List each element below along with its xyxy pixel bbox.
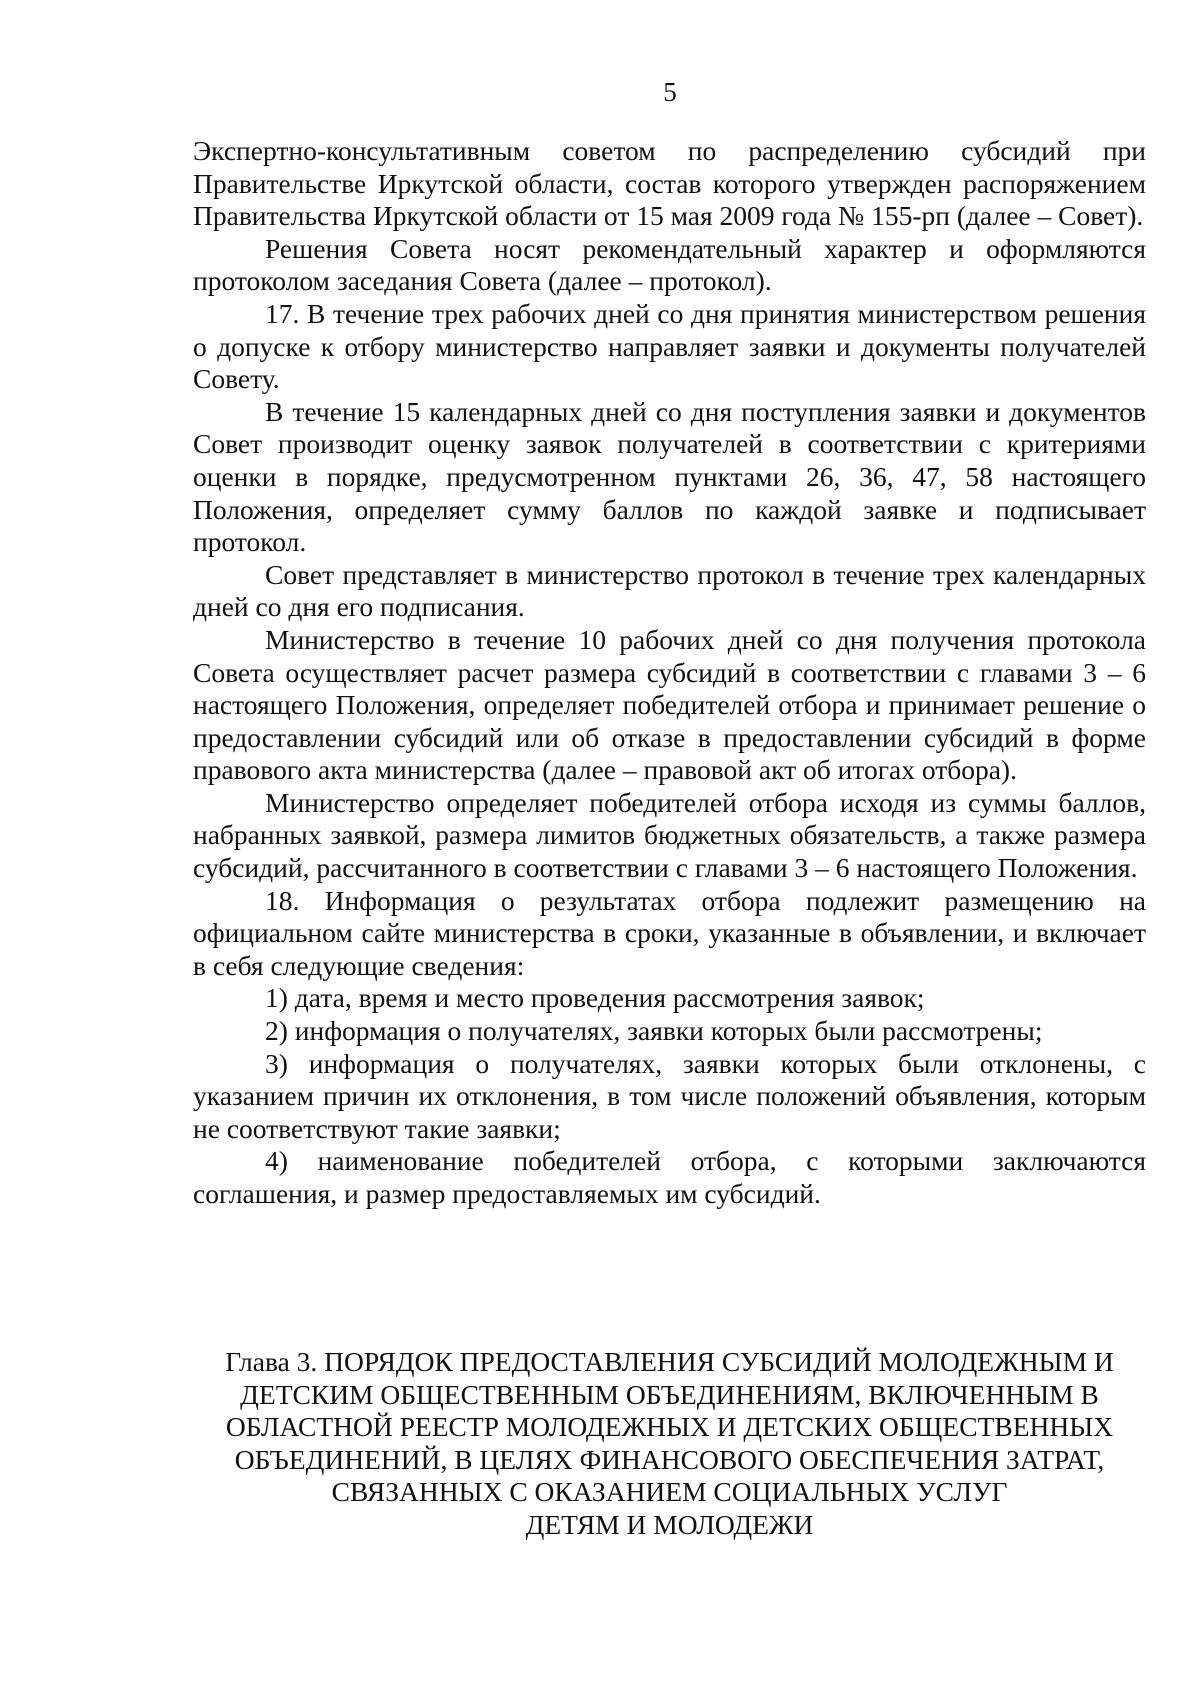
paragraph: Совет представляет в министерство протокол в течение трех календарных дней со дня его подписания.	[193, 558, 1146, 623]
paragraph-continuation: Экспертно-консультативным советом по распределению субсидий при Правительстве Иркутской области, состав которого утвержден распоряжением Правительства Иркутской области от 15 мая 2009 года № 155-рп (далее – Совет).	[193, 135, 1146, 232]
list-item: 4) наименование победителей отбора, с которыми заключаются соглашения, и размер предоставляемых им субсидий.	[193, 1145, 1146, 1209]
paragraph: Министерство в течение 10 рабочих дней со дня получения протокола Совета осуществляет расчет размера субсидий в соответствии с главами 3 – 6 настоящего Положения, определяет победителей отбора и принимает решение о предоставлении субсидий или об отказе в предоставлении субсидий в форме правового акта министерства (далее – правовой акт об итогах отбора).	[193, 623, 1146, 786]
list-item: 2) информация о получателях, заявки которых были рассмотрены;	[265, 1015, 1043, 1047]
chapter-heading	[193, 1346, 1146, 1541]
paragraph: Решения Совета носят рекомендательный характер и оформляются протоколом заседания Совета (далее – протокол).	[193, 232, 1146, 297]
paragraph-item-17: 17. В течение трех рабочих дней со дня принятия министерством решения о допуске к отбору министерство направляет заявки и документы получателей Совету.	[193, 297, 1146, 395]
paragraph-item-18: 18. Информация о результатах отбора подлежит размещению на официальном сайте министерства в сроки, указанные в объявлении, и включает в себя следующие сведения:	[193, 884, 1146, 981]
page-number: 5	[663, 77, 677, 107]
chapter-heading-line: ОБЪЕДИНЕНИЙ, В ЦЕЛЯХ ФИНАНСОВОГО ОБЕСПЕЧЕНИЯ ЗАТРАТ,	[234, 1443, 1105, 1475]
paragraph: В течение 15 календарных дней со дня поступления заявки и документов Совет производит оценку заявок получателей в соответствии с критериями оценки в порядке, предусмотренном пунктами 26, 36, 47, 58 настоящего Положения, определяет сумму баллов по каждой заявке и подписывает протокол.	[193, 395, 1146, 558]
list-item: 3) информация о получателях, заявки которых были отклонены, с указанием причин их отклонения, в том числе положений объявления, которым не соответствуют такие заявки;	[193, 1047, 1146, 1144]
document-body	[193, 135, 1146, 1211]
chapter-heading-line: ДЕТСКИМ ОБЩЕСТВЕННЫМ ОБЪЕДИНЕНИЯМ, ВКЛЮЧЕННЫМ В	[240, 1378, 1099, 1410]
chapter-heading-line: ДЕТЯМ И МОЛОДЕЖИ	[525, 1508, 814, 1540]
chapter-heading-line: Глава 3. ПОРЯДОК ПРЕДОСТАВЛЕНИЯ СУБСИДИЙ МОЛОДЕЖНЫМ И	[225, 1346, 1114, 1377]
chapter-heading-line: ОБЛАСТНОЙ РЕЕСТР МОЛОДЕЖНЫХ И ДЕТСКИХ ОБЩЕСТВЕННЫХ	[225, 1411, 1114, 1442]
paragraph: Министерство определяет победителей отбора исходя из суммы баллов, набранных заявкой, размера лимитов бюджетных обязательств, а также размера субсидий, рассчитанного в соответствии с главами 3 – 6 настоящего Положения.	[193, 786, 1146, 884]
list-item: 1) дата, время и место проведения рассмотрения заявок;	[265, 982, 925, 1014]
chapter-heading-line: СВЯЗАННЫХ С ОКАЗАНИЕМ СОЦИАЛЬНЫХ УСЛУГ	[331, 1476, 1008, 1507]
